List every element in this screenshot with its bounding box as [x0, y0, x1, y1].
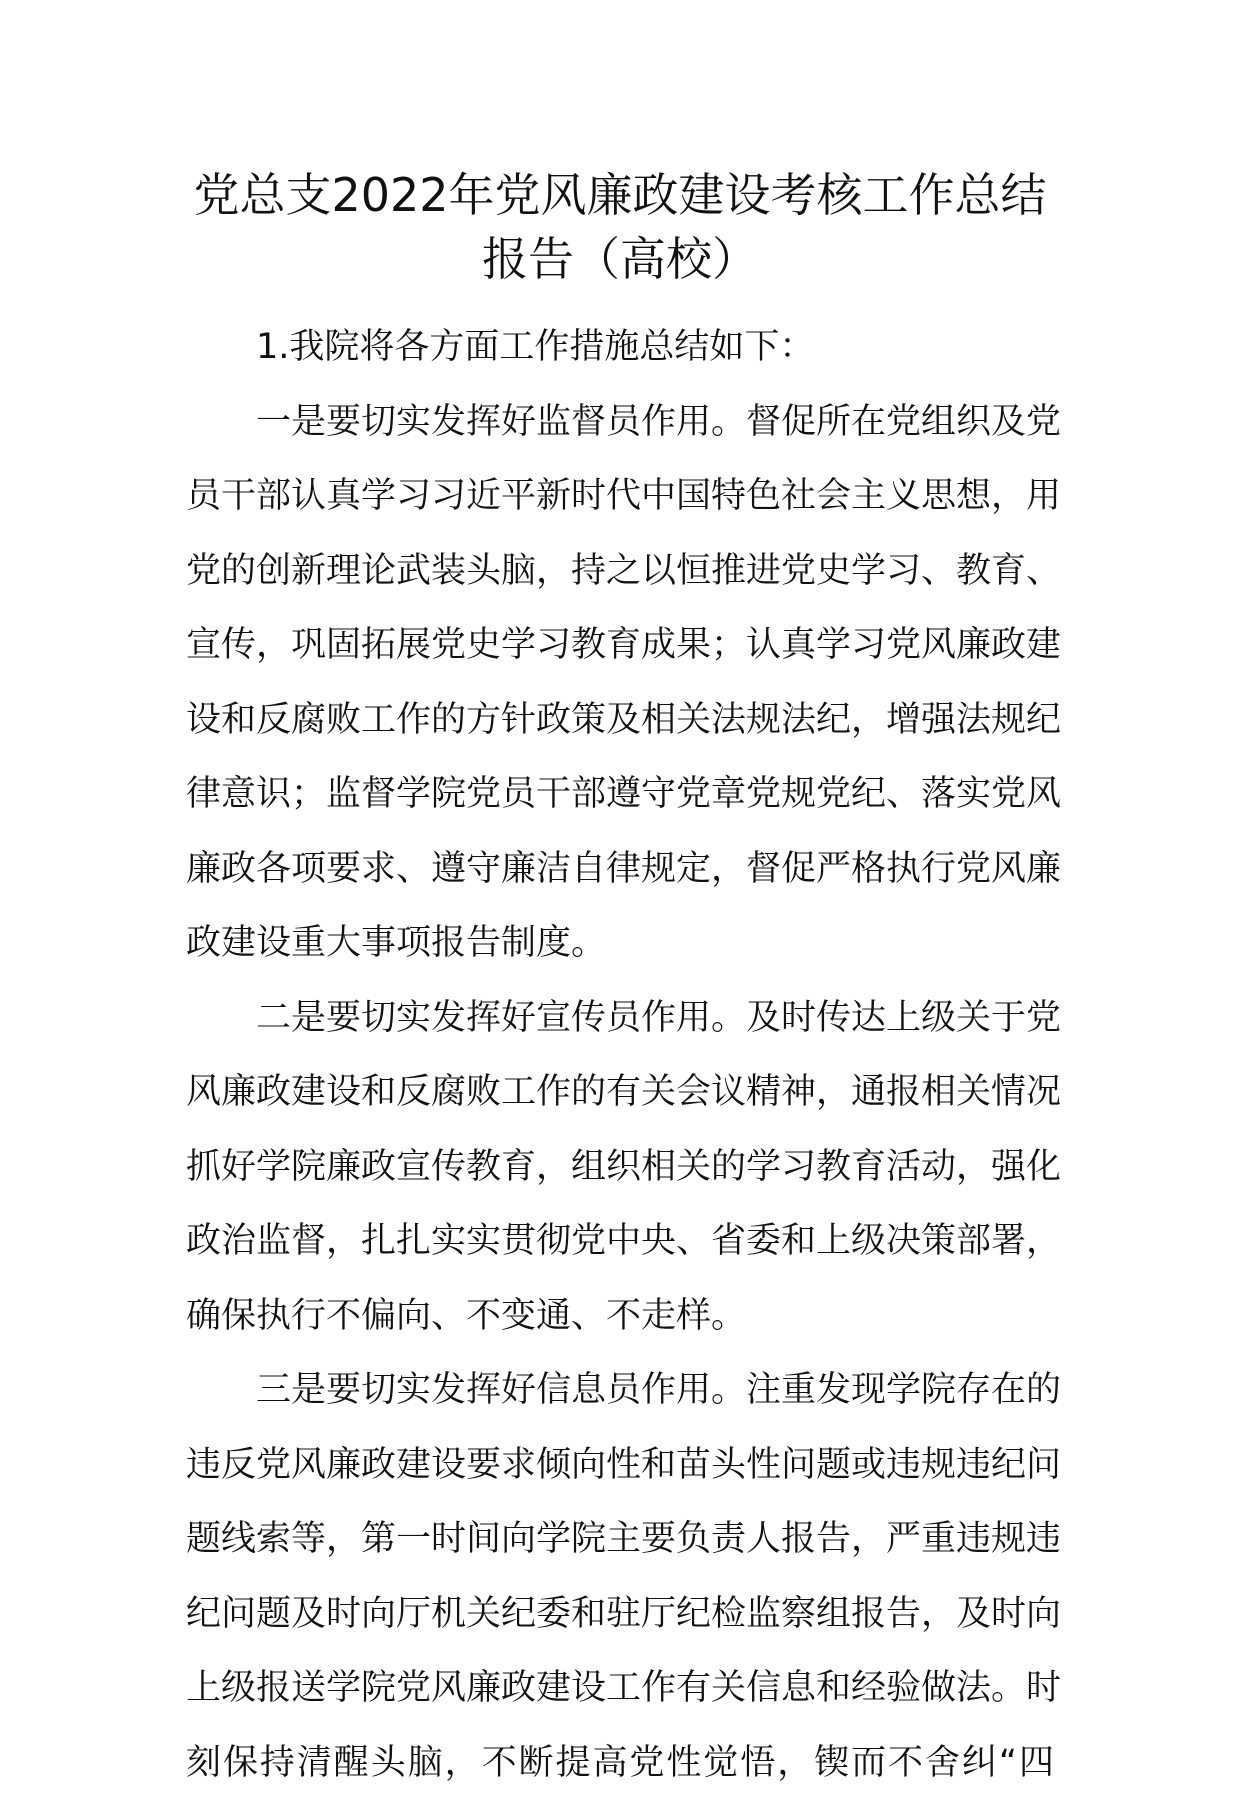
- paragraph-line: 1.我院将各方面工作措施总结如下：: [186, 310, 1054, 385]
- paragraph-line: 题线索等，第一时间向学院主要负责人报告，严重违规违: [186, 1502, 1054, 1577]
- paragraph-line: 刻保持清醒头脑，不断提高党性觉悟，锲而不舍纠“四: [186, 1726, 1054, 1800]
- document-body: [186, 310, 1054, 1800]
- document-title: [150, 163, 1090, 291]
- paragraph-line: 上级报送学院党风廉政建设工作有关信息和经验做法。时: [186, 1651, 1054, 1726]
- paragraph-line: 律意识；监督学院党员干部遵守党章党规党纪、落实党风: [186, 757, 1054, 832]
- paragraph-line: 廉政各项要求、遵守廉洁自律规定，督促严格执行党风廉: [186, 832, 1054, 907]
- paragraph-summary-intro: [186, 310, 1054, 385]
- paragraph-line: 政建设重大事项报告制度。: [186, 906, 1054, 981]
- paragraph-line: 纪问题及时向厅机关纪委和驻厅纪检监察组报告，及时向: [186, 1577, 1054, 1652]
- paragraph-line: 抓好学院廉政宣传教育，组织相关的学习教育活动，强化: [186, 1130, 1054, 1205]
- paragraph-line: 设和反腐败工作的方针政策及相关法规法纪，增强法规纪: [186, 683, 1054, 758]
- paragraph-line: 违反党风廉政建设要求倾向性和苗头性问题或违规违纪问: [186, 1428, 1054, 1503]
- paragraph-line: 风廉政建设和反腐败工作的有关会议精神，通报相关情况: [186, 1055, 1054, 1130]
- paragraph-line: 二是要切实发挥好宣传员作用。及时传达上级关于党: [186, 981, 1054, 1056]
- paragraph-supervisor-role: [186, 385, 1054, 981]
- paragraph-line: 一是要切实发挥好监督员作用。督促所在党组织及党: [186, 385, 1054, 460]
- paragraph-line: 确保执行不偏向、不变通、不走样。: [186, 1279, 1054, 1354]
- paragraph-line: 宣传，巩固拓展党史学习教育成果；认真学习党风廉政建: [186, 608, 1054, 683]
- title-line-1: 党总支2022年党风廉政建设考核工作总结: [150, 163, 1090, 227]
- paragraph-publicity-role: [186, 981, 1054, 1354]
- title-line-2: 报告（高校）: [150, 227, 1090, 291]
- paragraph-line: 员干部认真学习习近平新时代中国特色社会主义思想，用: [186, 459, 1054, 534]
- paragraph-line: 三是要切实发挥好信息员作用。注重发现学院存在的: [186, 1353, 1054, 1428]
- paragraph-line: 党的创新理论武装头脑，持之以恒推进党史学习、教育、: [186, 534, 1054, 609]
- paragraph-line: 政治监督，扎扎实实贯彻党中央、省委和上级决策部署，: [186, 1204, 1054, 1279]
- paragraph-information-role: [186, 1353, 1054, 1800]
